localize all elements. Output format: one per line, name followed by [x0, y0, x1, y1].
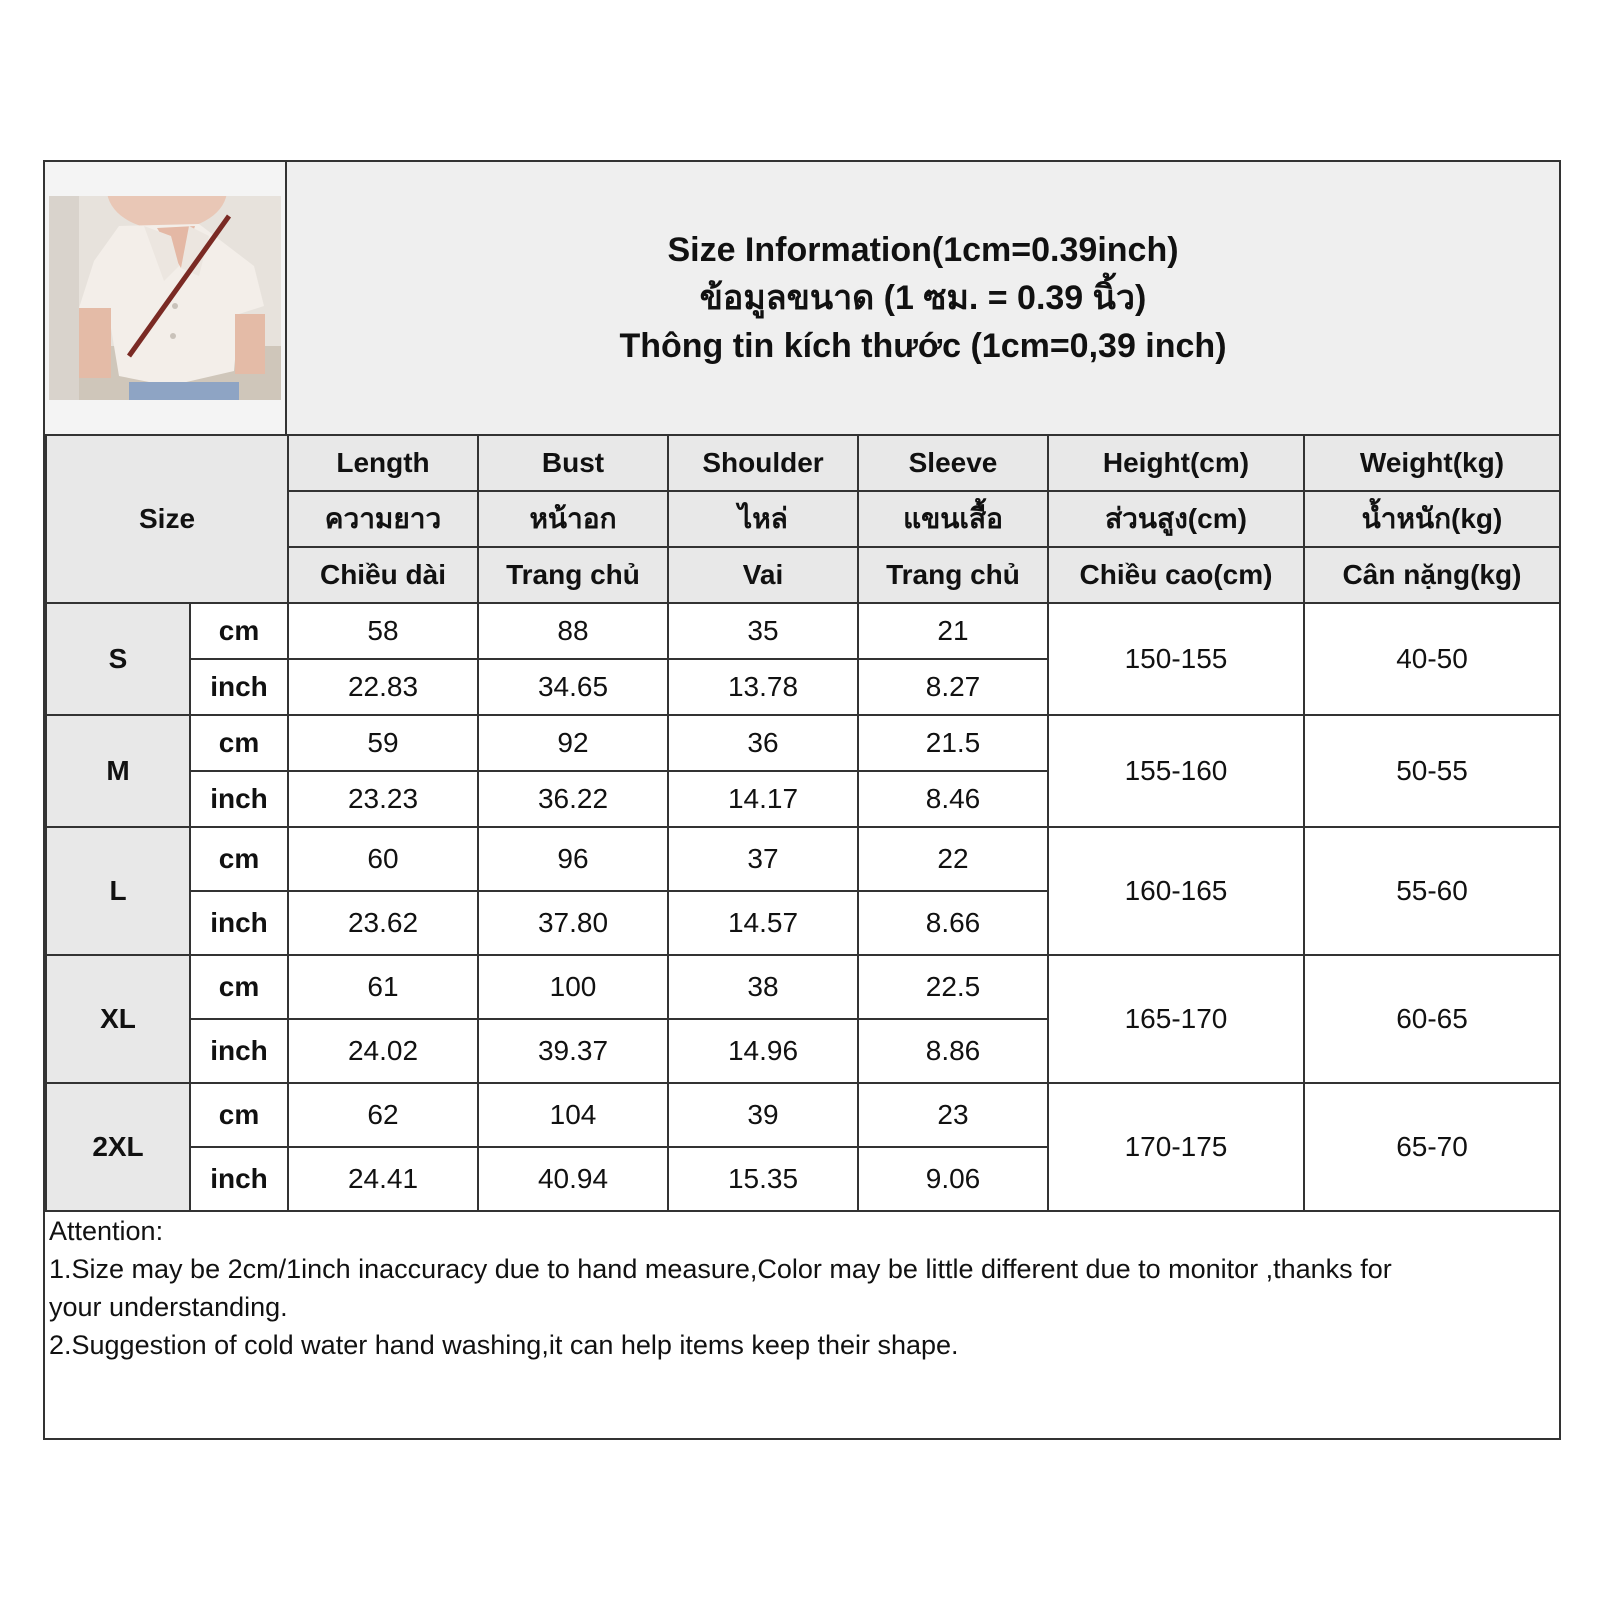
cell-weight: 60-65: [1304, 955, 1560, 1083]
cell-sleeve-cm: 21: [858, 603, 1048, 659]
size-label: XL: [46, 955, 190, 1083]
size-chart-sheet: [43, 160, 1561, 1440]
unit-inch: inch: [190, 659, 288, 715]
col-shoulder-th: ไหล่: [668, 491, 858, 547]
table-row: [46, 603, 1560, 659]
cell-weight: 65-70: [1304, 1083, 1560, 1211]
size-label: L: [46, 827, 190, 955]
cell-bust-inch: 36.22: [478, 771, 668, 827]
title-english: Size Information(1cm=0.39inch): [667, 231, 1179, 269]
cell-shoulder-inch: 14.17: [668, 771, 858, 827]
cell-shoulder-inch: 15.35: [668, 1147, 858, 1211]
cell-bust-inch: 40.94: [478, 1147, 668, 1211]
cell-sleeve-inch: 8.46: [858, 771, 1048, 827]
unit-inch: inch: [190, 771, 288, 827]
attention-notes: [49, 1212, 1549, 1364]
unit-cm: cm: [190, 1083, 288, 1147]
cell-height: 170-175: [1048, 1083, 1304, 1211]
cell-shoulder-inch: 14.57: [668, 891, 858, 955]
cell-bust-cm: 104: [478, 1083, 668, 1147]
header-row-english: [46, 435, 1560, 491]
unit-inch: inch: [190, 1147, 288, 1211]
cell-height: 165-170: [1048, 955, 1304, 1083]
cell-height: 150-155: [1048, 603, 1304, 715]
col-sleeve-en: Sleeve: [858, 435, 1048, 491]
cell-shoulder-cm: 37: [668, 827, 858, 891]
cell-sleeve-cm: 23: [858, 1083, 1048, 1147]
table-row: [46, 827, 1560, 891]
cell-shoulder-cm: 39: [668, 1083, 858, 1147]
size-table: [45, 434, 1561, 1212]
col-length-en: Length: [288, 435, 478, 491]
size-info-title: [287, 162, 1559, 434]
product-photo-cell: [45, 162, 287, 434]
col-height-vi: Chiều cao(cm): [1048, 547, 1304, 603]
col-weight-vi: Cân nặng(kg): [1304, 547, 1560, 603]
size-label: M: [46, 715, 190, 827]
cell-sleeve-cm: 22: [858, 827, 1048, 891]
model-shirt-image: [49, 196, 281, 400]
notes-heading: Attention:: [49, 1216, 164, 1246]
cell-bust-cm: 100: [478, 955, 668, 1019]
cell-length-inch: 23.62: [288, 891, 478, 955]
cell-length-cm: 62: [288, 1083, 478, 1147]
unit-cm: cm: [190, 603, 288, 659]
col-height-th: ส่วนสูง(cm): [1048, 491, 1304, 547]
cell-length-cm: 60: [288, 827, 478, 891]
unit-inch: inch: [190, 891, 288, 955]
cell-length-inch: 24.41: [288, 1147, 478, 1211]
cell-weight: 50-55: [1304, 715, 1560, 827]
cell-bust-cm: 88: [478, 603, 668, 659]
cell-shoulder-inch: 14.96: [668, 1019, 858, 1083]
unit-inch: inch: [190, 1019, 288, 1083]
cell-bust-cm: 92: [478, 715, 668, 771]
col-sleeve-vi: Trang chủ: [858, 547, 1048, 603]
col-shoulder-vi: Vai: [668, 547, 858, 603]
cell-bust-inch: 39.37: [478, 1019, 668, 1083]
cell-length-cm: 61: [288, 955, 478, 1019]
unit-cm: cm: [190, 827, 288, 891]
size-label: 2XL: [46, 1083, 190, 1211]
unit-cm: cm: [190, 955, 288, 1019]
cell-length-inch: 23.23: [288, 771, 478, 827]
unit-cm: cm: [190, 715, 288, 771]
cell-sleeve-inch: 8.66: [858, 891, 1048, 955]
col-length-th: ความยาว: [288, 491, 478, 547]
note-measurement-cont: your understanding.: [49, 1292, 288, 1322]
cell-sleeve-cm: 21.5: [858, 715, 1048, 771]
size-label: S: [46, 603, 190, 715]
table-row: [46, 715, 1560, 771]
cell-sleeve-inch: 9.06: [858, 1147, 1048, 1211]
col-weight-th: น้ำหนัก(kg): [1304, 491, 1560, 547]
table-row: [46, 1083, 1560, 1147]
cell-length-cm: 59: [288, 715, 478, 771]
note-measurement: 1.Size may be 2cm/1inch inaccuracy due to hand measure,Color may be little different due to monitor ,thanks for: [49, 1254, 1392, 1284]
title-vietnamese: Thông tin kích thước (1cm=0,39 inch): [619, 327, 1227, 365]
cell-shoulder-cm: 35: [668, 603, 858, 659]
cell-bust-inch: 34.65: [478, 659, 668, 715]
cell-sleeve-inch: 8.86: [858, 1019, 1048, 1083]
cell-sleeve-cm: 22.5: [858, 955, 1048, 1019]
col-height-en: Height(cm): [1048, 435, 1304, 491]
col-bust-th: หน้าอก: [478, 491, 668, 547]
cell-sleeve-inch: 8.27: [858, 659, 1048, 715]
title-thai: ข้อมูลขนาด (1 ซม. = 0.39 นิ้ว): [699, 279, 1147, 317]
col-shoulder-en: Shoulder: [668, 435, 858, 491]
cell-height: 155-160: [1048, 715, 1304, 827]
cell-length-inch: 24.02: [288, 1019, 478, 1083]
col-sleeve-th: แขนเสื้อ: [858, 491, 1048, 547]
product-photo: [49, 196, 281, 400]
cell-length-inch: 22.83: [288, 659, 478, 715]
cell-bust-cm: 96: [478, 827, 668, 891]
cell-shoulder-cm: 36: [668, 715, 858, 771]
col-weight-en: Weight(kg): [1304, 435, 1560, 491]
cell-shoulder-cm: 38: [668, 955, 858, 1019]
note-washing: 2.Suggestion of cold water hand washing,it can help items keep their shape.: [49, 1330, 959, 1360]
size-column-header: Size: [46, 435, 288, 603]
col-bust-vi: Trang chủ: [478, 547, 668, 603]
table-row: [46, 955, 1560, 1019]
cell-weight: 40-50: [1304, 603, 1560, 715]
col-length-vi: Chiều dài: [288, 547, 478, 603]
cell-length-cm: 58: [288, 603, 478, 659]
cell-bust-inch: 37.80: [478, 891, 668, 955]
cell-height: 160-165: [1048, 827, 1304, 955]
cell-weight: 55-60: [1304, 827, 1560, 955]
col-bust-en: Bust: [478, 435, 668, 491]
cell-shoulder-inch: 13.78: [668, 659, 858, 715]
